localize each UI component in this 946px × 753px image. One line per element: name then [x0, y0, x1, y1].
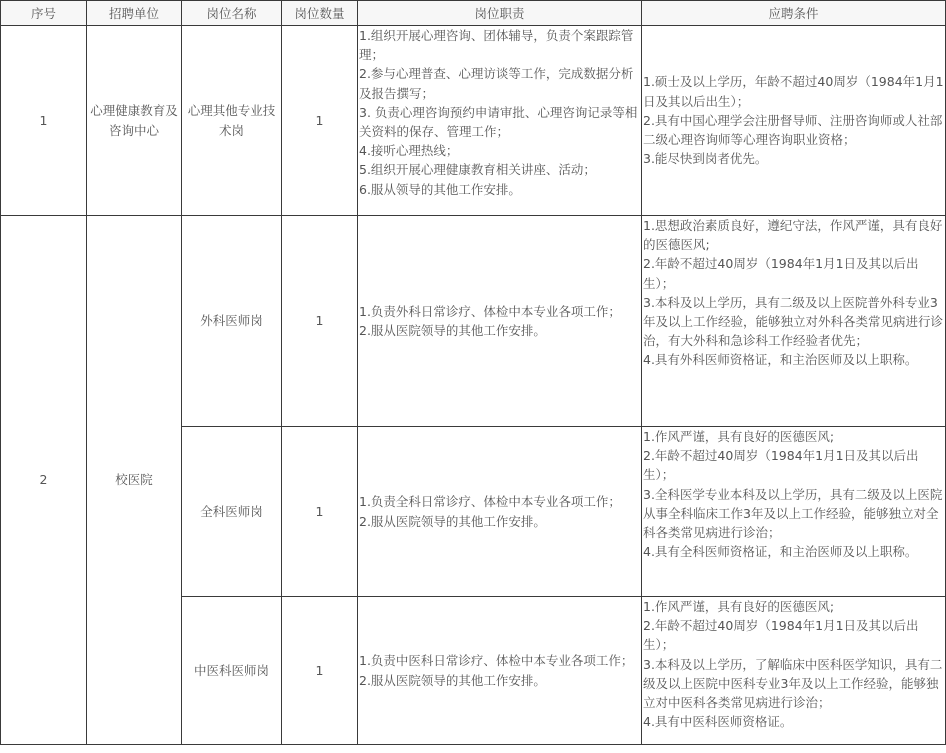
- header-row: [1, 1, 946, 26]
- requirement-line: 2.年龄不超过40周岁（1984年1月1日及其以后出生）；: [643, 448, 919, 483]
- requirement-line: 2.具有中国心理学会注册督导师、注册咨询师或人社部二级心理咨询师等心理咨询职业资格；: [643, 112, 943, 148]
- duty-line: 6.服从领导的其他工作安排。: [359, 181, 521, 197]
- count-cell: 1: [282, 26, 358, 216]
- requirement-line: 3.本科及以上学历，具有二级及以上医院普外科专业3年及以上工作经验，能够独立对外科各类常见病进行诊治，有大外科和急诊科工作经验者优先；: [643, 294, 944, 349]
- header-duties: 岗位职责: [358, 1, 642, 26]
- unit-name: 心理健康教育及咨询中心: [90, 102, 178, 138]
- requirements-cell: [642, 597, 946, 745]
- position-cell: [182, 427, 282, 597]
- requirement-line: 4.具有外科医师资格证，和主治医师及以上职称。: [643, 352, 918, 368]
- header-position: 岗位名称: [182, 1, 282, 26]
- duties-cell: [358, 26, 642, 216]
- position-name: 全科医师岗: [200, 503, 263, 519]
- header-seq: 序号: [1, 1, 87, 26]
- position-name: 中医科医师岗: [193, 662, 269, 678]
- header-count: 岗位数量: [282, 1, 358, 26]
- table-row: [1, 216, 946, 427]
- duty-line: 4.接听心理热线；: [359, 143, 459, 159]
- duty-line: 2.服从医院领导的其他工作安排。: [359, 513, 546, 529]
- requirements-cell: [642, 26, 946, 216]
- requirement-line: 1.作风严谨，具有良好的医德医风;: [643, 599, 835, 614]
- count-cell: 1: [282, 597, 358, 745]
- position-cell: [182, 597, 282, 745]
- requirement-line: 4.具有中医科医师资格证。: [643, 714, 793, 730]
- duty-line: 5.组织开展心理健康教育相关讲座、活动；: [359, 162, 596, 178]
- requirements-cell: [642, 216, 946, 427]
- unit-name: 校医院: [115, 472, 153, 487]
- seq-cell: 1: [1, 26, 87, 216]
- duty-line: 2.服从医院领导的其他工作安排。: [359, 672, 546, 688]
- requirement-line: 2.年龄不超过40周岁（1984年1月1日及其以后出生）；: [643, 256, 919, 291]
- requirements-cell: [642, 427, 946, 597]
- duty-line: 1.负责全科日常诊疗、体检中本专业各项工作；: [359, 494, 621, 510]
- header-unit: 招聘单位: [87, 1, 182, 26]
- unit-cell: [87, 216, 182, 745]
- position-cell: [182, 26, 282, 216]
- duty-line: 2.服从医院领导的其他工作安排。: [359, 323, 546, 338]
- position-name: 心理其他专业技术岗: [187, 102, 276, 138]
- unit-cell: [87, 26, 182, 216]
- requirement-line: 1.思想政治素质良好，遵纪守法，作风严谨，具有良好的医德医风;: [643, 218, 943, 253]
- requirement-line: 3.本科及以上学历，了解临床中医科医学知识，具有二级及以上医院中医科专业3年及以上工作经验，能够独立对中医科各类常见病进行诊治；: [643, 656, 943, 711]
- requirement-line: 4.具有全科医师资格证，和主治医师及以上职称。: [643, 544, 918, 560]
- header-requirements: 应聘条件: [642, 1, 946, 26]
- duty-line: 3. 负责心理咨询预约申请审批、心理咨询记录等相关资料的保存、管理工作；: [359, 104, 638, 140]
- position-cell: [182, 216, 282, 427]
- position-name: 外科医师岗: [200, 313, 263, 328]
- requirement-line: 1.作风严谨，具有良好的医德医风;: [643, 429, 835, 444]
- count-cell: 1: [282, 427, 358, 597]
- duties-cell: [358, 216, 642, 427]
- duties-cell: [358, 597, 642, 745]
- count-cell: 1: [282, 216, 358, 427]
- duties-cell: [358, 427, 642, 597]
- duty-line: 1.负责外科日常诊疗、体检中本专业各项工作；: [359, 303, 621, 319]
- requirement-line: 2.年龄不超过40周岁（1984年1月1日及其以后出生）；: [643, 618, 919, 653]
- table-row: [1, 26, 946, 216]
- duty-line: 2.参与心理普查、心理访谈等工作，完成数据分析及报告撰写；: [359, 66, 634, 101]
- seq-cell: 2: [1, 216, 87, 745]
- requirement-line: 3.能尽快到岗者优先。: [643, 151, 768, 167]
- requirement-line: 3.全科医学专业本科及以上学历，具有二级及以上医院从事全科临床工作3年及以上工作经验，能够独立对全科各类常见病进行诊治；: [643, 486, 943, 541]
- duty-line: 1.组织开展心理咨询、团体辅导，负责个案跟踪管理；: [359, 28, 634, 63]
- duty-line: 1.负责中医科日常诊疗、体检中本专业各项工作；: [359, 653, 634, 669]
- requirement-line: 1.硕士及以上学历，年龄不超过40周岁（1984年1月1日及其以后出生）；: [643, 74, 944, 109]
